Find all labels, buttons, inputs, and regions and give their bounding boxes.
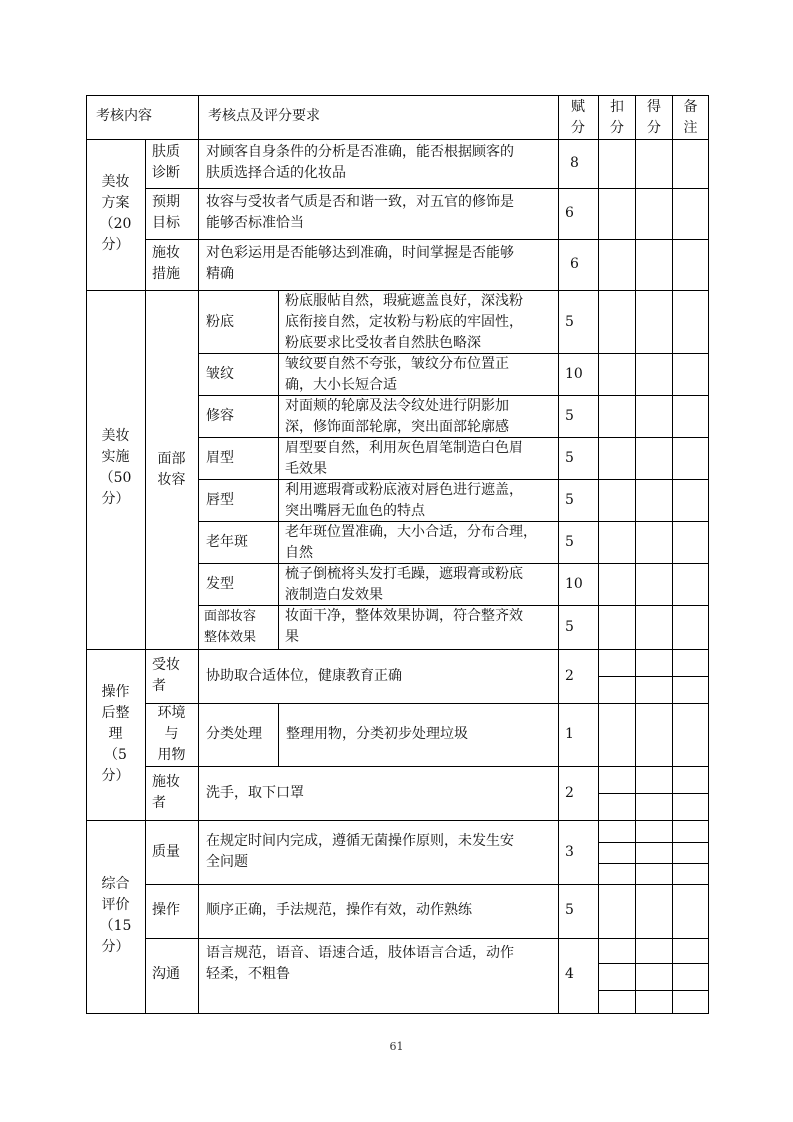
column-line — [198, 95, 199, 1014]
implementation-item: 唇型 — [206, 492, 234, 508]
column-line — [278, 703, 279, 767]
implementation-requirement: 妆面干净，整体效果协调，符合整齐效 果 — [285, 608, 523, 645]
overall-points: 4 — [565, 966, 574, 982]
implementation-item: 老年斑 — [206, 534, 248, 550]
overall-requirement: 顺序正确，手法规范，操作有效，动作熟练 — [206, 902, 472, 918]
column-line — [145, 139, 146, 1014]
after-requirement: 洗手，取下口罩 — [206, 785, 304, 801]
implementation-item: 皱纹 — [206, 366, 234, 382]
row-line — [598, 676, 708, 677]
header-criteria: 考核点及评分要求 — [208, 108, 320, 124]
row-line — [86, 649, 708, 650]
plan-points: 6 — [570, 256, 579, 272]
implementation-points: 5 — [565, 619, 574, 635]
row-line — [145, 188, 708, 189]
implementation-points: 5 — [565, 534, 574, 550]
column-line — [672, 95, 673, 1014]
row-line — [86, 820, 708, 821]
row-line — [145, 703, 708, 704]
implementation-subcategory: 面部 妆容 — [157, 451, 186, 488]
row-line — [598, 963, 708, 964]
after-points: 2 — [565, 785, 574, 801]
implementation-requirement: 对面颊的轮廓及法令纹处进行阴影加 深，修饰面部轮廓，突出面部轮廓感 — [285, 398, 509, 435]
row-line — [86, 139, 708, 140]
plan-points: 8 — [570, 155, 579, 171]
plan-requirement: 对色彩运用是否能够达到准确，时间掌握是否能够 精确 — [206, 245, 514, 282]
header-points: 赋 分 — [571, 99, 585, 136]
header-score: 得 分 — [647, 99, 661, 136]
plan-requirement: 妆容与受妆者气质是否和谐一致，对五官的修饰是 能够否标准恰当 — [206, 194, 514, 231]
column-line — [278, 290, 279, 650]
table-border-right — [708, 95, 709, 1014]
row-line — [145, 884, 708, 885]
implementation-points: 10 — [565, 366, 583, 382]
after-requirement: 协助取合适体位，健康教育正确 — [206, 668, 402, 684]
page-number: 61 — [389, 1040, 404, 1053]
header-deduct: 扣 分 — [610, 99, 624, 136]
column-line — [558, 95, 559, 1014]
implementation-points: 5 — [565, 450, 574, 466]
plan-category: 美妆 方案 （20 分） — [99, 174, 132, 253]
after-category: 操作 后整 理 （5 分） — [101, 684, 130, 784]
table-border-top — [86, 95, 708, 96]
implementation-points: 10 — [565, 576, 583, 592]
plan-item: 肤质 诊断 — [152, 144, 180, 181]
table-border-bottom — [86, 1013, 708, 1014]
implementation-item: 眉型 — [206, 450, 234, 466]
implementation-points: 5 — [565, 408, 574, 424]
after-subitem: 分类处理 — [206, 726, 262, 742]
plan-points: 6 — [565, 205, 574, 221]
column-line — [598, 95, 599, 1014]
after-points: 1 — [565, 726, 574, 742]
overall-item: 质量 — [152, 844, 180, 860]
row-line — [598, 842, 708, 843]
row-line — [598, 990, 708, 991]
implementation-item: 粉底 — [206, 314, 234, 330]
column-line — [635, 95, 636, 1014]
after-requirement: 整理用物，分类初步处理垃圾 — [286, 726, 468, 742]
implementation-points: 5 — [565, 314, 574, 330]
implementation-item: 面部妆容 整体效果 — [204, 609, 257, 645]
overall-category: 综合 评价 （15 分） — [99, 876, 132, 955]
after-item: 环境 与 用物 — [157, 705, 186, 763]
plan-item: 预期 目标 — [152, 194, 180, 231]
overall-item: 沟通 — [152, 966, 180, 982]
header-remarks: 备 注 — [683, 99, 698, 136]
implementation-requirement: 粉底服帖自然，瑕疵遮盖良好，深浅粉 底衔接自然，定妆粉与粉底的牢固性， 粉底要求比受妆者自然肤色略深 — [285, 293, 523, 351]
overall-requirement: 在规定时间内完成，遵循无菌操作原则，未发生安 全问题 — [206, 833, 514, 870]
header-content: 考核内容 — [96, 108, 152, 124]
implementation-category: 美妆 实施 （50 分） — [99, 428, 132, 507]
implementation-item: 修容 — [206, 408, 234, 424]
implementation-requirement: 老年斑位置准确，大小合适，分布合理， 自然 — [285, 524, 537, 561]
row-line — [145, 239, 708, 240]
implementation-requirement: 梳子倒梳将头发打毛躁，遮瑕膏或粉底 液制造白发效果 — [285, 566, 523, 603]
plan-item: 施妆 措施 — [152, 245, 180, 282]
overall-points: 3 — [565, 844, 574, 860]
after-item: 受妆 者 — [152, 657, 180, 694]
implementation-requirement: 眉型要自然，利用灰色眉笔制造白色眉 毛效果 — [285, 440, 523, 477]
row-line — [598, 793, 708, 794]
implementation-item: 发型 — [206, 576, 234, 592]
row-line — [145, 766, 708, 767]
row-line — [598, 863, 708, 864]
overall-item: 操作 — [152, 902, 180, 918]
after-item: 施妆 者 — [152, 774, 180, 811]
implementation-requirement: 利用遮瑕膏或粉底液对唇色进行遮盖， 突出嘴唇无血色的特点 — [285, 482, 523, 519]
implementation-requirement: 皱纹要自然不夸张，皱纹分布位置正 确，大小长短合适 — [285, 356, 509, 393]
implementation-points: 5 — [565, 492, 574, 508]
row-line — [145, 938, 708, 939]
overall-points: 5 — [565, 902, 574, 918]
overall-requirement: 语言规范，语音、语速合适，肢体语言合适，动作 轻柔，不粗鲁 — [206, 945, 514, 982]
after-points: 2 — [565, 668, 574, 684]
plan-requirement: 对顾客自身条件的分析是否准确，能否根据顾客的 肤质选择合适的化妆品 — [206, 144, 514, 181]
